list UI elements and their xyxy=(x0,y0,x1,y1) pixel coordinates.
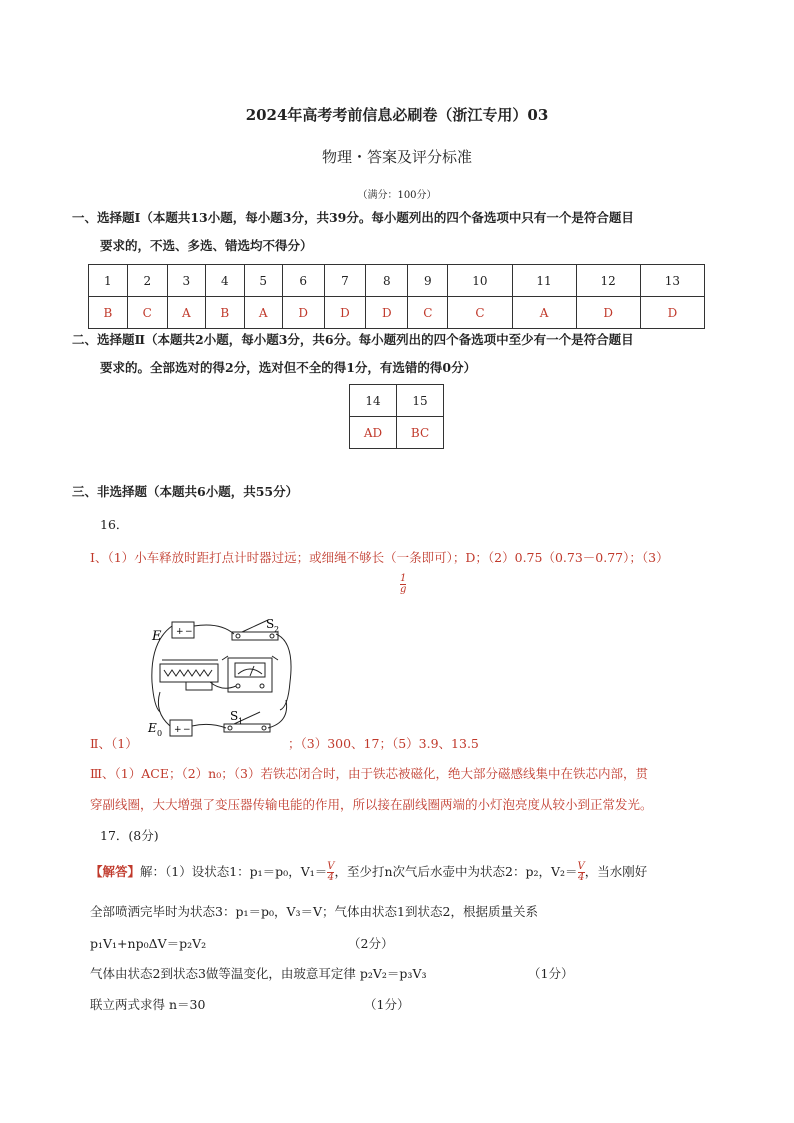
answer-table-2 xyxy=(349,384,444,449)
q17-number: 17．(8分) xyxy=(100,828,159,843)
label-e0-sub: 0 xyxy=(157,729,163,738)
question-number-row xyxy=(89,265,705,297)
question-number-cell: 8 xyxy=(366,265,408,297)
answer-cell: D xyxy=(282,297,324,329)
question-number-cell: 4 xyxy=(205,265,244,297)
page-subtitle: 物理・答案及评分标准 xyxy=(321,148,472,166)
answer-cell: BC xyxy=(397,417,444,449)
question-number-row xyxy=(350,385,444,417)
minus-sign: − xyxy=(183,725,191,735)
q17-text-b: ，至少打n次气后水壶中为状态2：p₂，V₂＝ xyxy=(334,864,578,879)
q17-equation1-score: （2分） xyxy=(348,936,394,951)
question-number-cell: 2 xyxy=(127,265,167,297)
q16-part2-prefix: Ⅱ、（1） xyxy=(90,736,138,751)
label-s2: S xyxy=(266,617,275,631)
plus-sign: + xyxy=(174,725,182,735)
frac-numerator: 1 xyxy=(400,573,407,584)
answer-cell: D xyxy=(366,297,408,329)
answer-cell: D xyxy=(576,297,640,329)
answer-tag: 【解答】 xyxy=(90,864,141,879)
q17-equation1: p₁V₁+np₀ΔV＝p₂V₂ xyxy=(90,936,207,951)
q16-part2-suffix: ；（3）300、17；（5）3.9、13.5 xyxy=(288,736,479,751)
question-number-cell: 12 xyxy=(576,265,640,297)
question-number-cell: 14 xyxy=(350,385,397,417)
section1-heading: 一、选择题Ⅰ（本题共13小题，每小题3分，共39分。每小题列出的四个备选项中只有一个是符合题目 xyxy=(72,210,634,225)
label-s1: S xyxy=(230,709,239,723)
switch-s2 xyxy=(232,632,278,640)
q16-number: 16． xyxy=(100,517,129,532)
q17-line2: 全部喷洒完毕时为状态3：p₁＝p₀，V₃＝V；气体由状态1到状态2，根据质量关系 xyxy=(90,904,538,919)
question-number-cell: 15 xyxy=(397,385,444,417)
answer-cell: D xyxy=(640,297,704,329)
answer-cell: B xyxy=(89,297,128,329)
q17-line4-score: （1分） xyxy=(528,966,574,981)
q16-fraction xyxy=(400,574,406,595)
q17-line4: 气体由状态2到状态3做等温变化，由玻意耳定律 p₂V₂＝p₃V₃ xyxy=(90,966,427,981)
frac-numerator: V xyxy=(577,861,585,872)
answer-cell: C xyxy=(408,297,448,329)
question-number-cell: 13 xyxy=(640,265,704,297)
page-title: 2024年高考考前信息必刷卷（浙江专用）03 xyxy=(245,106,549,124)
frac-numerator: V xyxy=(327,861,335,872)
answer-cell: A xyxy=(512,297,576,329)
answer-cell: C xyxy=(448,297,512,329)
section3-heading: 三、非选择题（本题共6小题，共55分） xyxy=(72,484,299,499)
answer-cell: A xyxy=(167,297,205,329)
q17-text-a: 解：（1）设状态1：p₁＝p₀，V₁＝ xyxy=(140,864,328,879)
switch-s1 xyxy=(224,724,270,732)
question-number-cell: 9 xyxy=(408,265,448,297)
label-s2-sub: 2 xyxy=(274,625,280,634)
answer-row xyxy=(89,297,705,329)
answer-cell: D xyxy=(324,297,366,329)
minus-sign: − xyxy=(185,627,193,637)
answer-row xyxy=(350,417,444,449)
answer-cell: B xyxy=(205,297,244,329)
question-number-cell: 5 xyxy=(244,265,282,297)
frac-denominator: 4 xyxy=(327,872,335,883)
answer-table-1 xyxy=(88,264,705,329)
question-number-cell: 7 xyxy=(324,265,366,297)
question-number-cell: 10 xyxy=(448,265,512,297)
q17-line5: 联立两式求得 n＝30 xyxy=(90,997,206,1012)
q16-part1: Ⅰ、（1）小车释放时距打点计时器过远；或细绳不够长（一条即可）；D；（2）0.75（0.73－0.77）；（3） xyxy=(90,550,669,565)
answer-cell: AD xyxy=(350,417,397,449)
frac-denominator: g xyxy=(400,584,407,595)
circuit-diagram xyxy=(140,612,300,747)
q17-line1 xyxy=(90,862,647,883)
label-s1-sub: 1 xyxy=(238,717,244,726)
q17-line5-score: （1分） xyxy=(364,997,410,1012)
label-e0: E xyxy=(148,721,157,735)
frac-denominator: 4 xyxy=(577,872,585,883)
answer-cell: A xyxy=(244,297,282,329)
full-score: （满分：100分） xyxy=(357,190,437,201)
answer-cell: C xyxy=(127,297,167,329)
section2-heading-cont: 要求的。全部选对的得2分，选对但不全的得1分，有选错的得0分） xyxy=(100,360,477,375)
plus-sign: + xyxy=(176,627,184,637)
section2-heading: 二、选择题Ⅱ（本题共2小题，每小题3分，共6分。每小题列出的四个备选项中至少有一个是符合题目 xyxy=(72,332,634,347)
q16-part3-line2: 穿副线圈，大大增强了变压器传输电能的作用，所以接在副线圈两端的小灯泡亮度从较小到正常发光。 xyxy=(90,797,653,812)
question-number-cell: 1 xyxy=(89,265,128,297)
q17-text-c: ，当水刚好 xyxy=(584,864,648,879)
section1-heading-cont: 要求的，不选、多选、错选均不得分） xyxy=(100,238,313,253)
question-number-cell: 3 xyxy=(167,265,205,297)
question-number-cell: 6 xyxy=(282,265,324,297)
label-e: E xyxy=(152,629,162,644)
question-number-cell: 11 xyxy=(512,265,576,297)
rheostat xyxy=(160,664,218,682)
q16-part3-line1: Ⅲ、（1）ACE；（2）n₀；（3）若铁芯闭合时，由于铁芯被磁化，绝大部分磁感线集中在铁芯内部，贯 xyxy=(90,766,648,781)
